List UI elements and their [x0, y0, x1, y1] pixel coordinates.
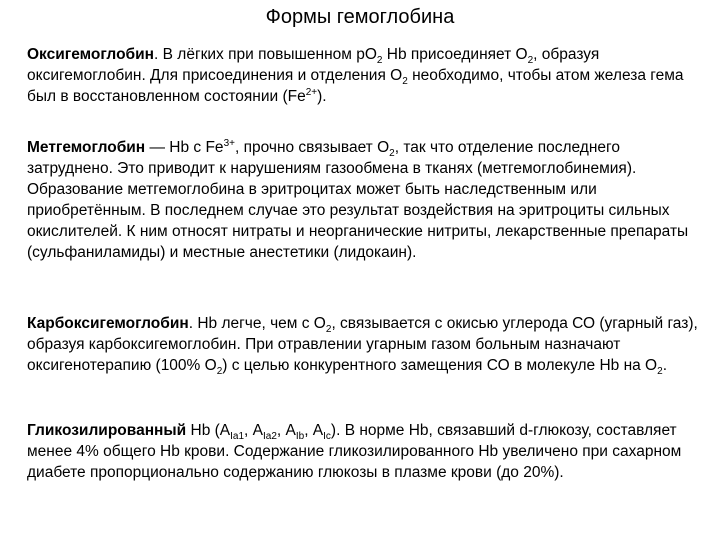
subscript: Ib — [295, 431, 305, 442]
subscript: Ia1 — [230, 431, 245, 442]
text: — Hb с Fe — [145, 139, 224, 156]
text: ). В норме Hb, связавший d-глюкозу, составляет менее 4% общего Hb крови. Содержание гликозилированного Hb увеличено при сахарном диабете пропорционально содержанию глюкозы в плазме крови (до 20%). — [27, 422, 682, 481]
text: , связывается с окисью углерода СО (угарный газ), образуя карбоксигемоглобин. При отравлении угарным газом больным назначают оксигенотерапию (100% О — [27, 315, 698, 374]
term-oxyhemoglobin: Оксигемоглобин — [27, 46, 155, 63]
text: необходимо, чтобы атом железа гема был в восстановленном состоянии (Fe — [27, 67, 684, 105]
subscript: 2 — [527, 55, 534, 66]
term-methemoglobin: Метгемоглобин — [27, 139, 146, 156]
paragraph-methemoglobin — [27, 137, 707, 263]
text: , А — [244, 422, 263, 439]
text: , образуя оксигемоглобин. Для присоединения и отделения О — [27, 46, 600, 84]
paragraph-glycated-hemoglobin — [27, 420, 707, 483]
text: , А — [304, 422, 324, 439]
paragraph-carboxyhemoglobin — [27, 313, 707, 376]
text: . В лёгких при повышенном рО — [154, 46, 377, 63]
subscript: 2 — [402, 76, 408, 87]
text: , так что отделение последнего затруднено. Это приводит к нарушениям газообмена в тканях (метгемоглобинемия). Образование метгемоглобина в эритроцитах может быть наследственным или приобретённым. В последнем случае это результат воздействия на эритроциты сильных окислителей. К ним относят нитраты и неорганические нитриты, лекарственные препараты (сульфаниламиды) и местные анестетики (лидокаин). — [27, 139, 689, 261]
subscript: Ia2 — [262, 431, 277, 442]
subscript: 2 — [376, 55, 383, 66]
paragraph-oxyhemoglobin — [27, 44, 707, 107]
subscript: 2 — [325, 324, 332, 335]
term-glycated: Гликозилированный — [27, 422, 187, 439]
text: ) с целью конкурентного замещения СО в молекуле Hb на О — [222, 357, 658, 374]
text: ). — [317, 88, 327, 105]
text: , прочно связывает О — [234, 139, 390, 156]
subscript: 2 — [657, 366, 663, 377]
text: Hb присоединяет О — [382, 46, 528, 63]
subscript: 2 — [389, 148, 395, 159]
superscript: 2+ — [305, 87, 318, 98]
text: , А — [276, 422, 296, 439]
text: . Hb легче, чем с О — [188, 315, 326, 332]
superscript: 3+ — [223, 138, 235, 149]
text: . — [662, 357, 667, 374]
subscript: Ic — [323, 431, 331, 442]
term-carboxyhemoglobin: Карбоксигемоглобин — [27, 315, 189, 332]
text: Hb (А — [186, 422, 231, 439]
subscript: 2 — [216, 366, 223, 377]
page-title: Формы гемоглобина — [265, 6, 455, 28]
